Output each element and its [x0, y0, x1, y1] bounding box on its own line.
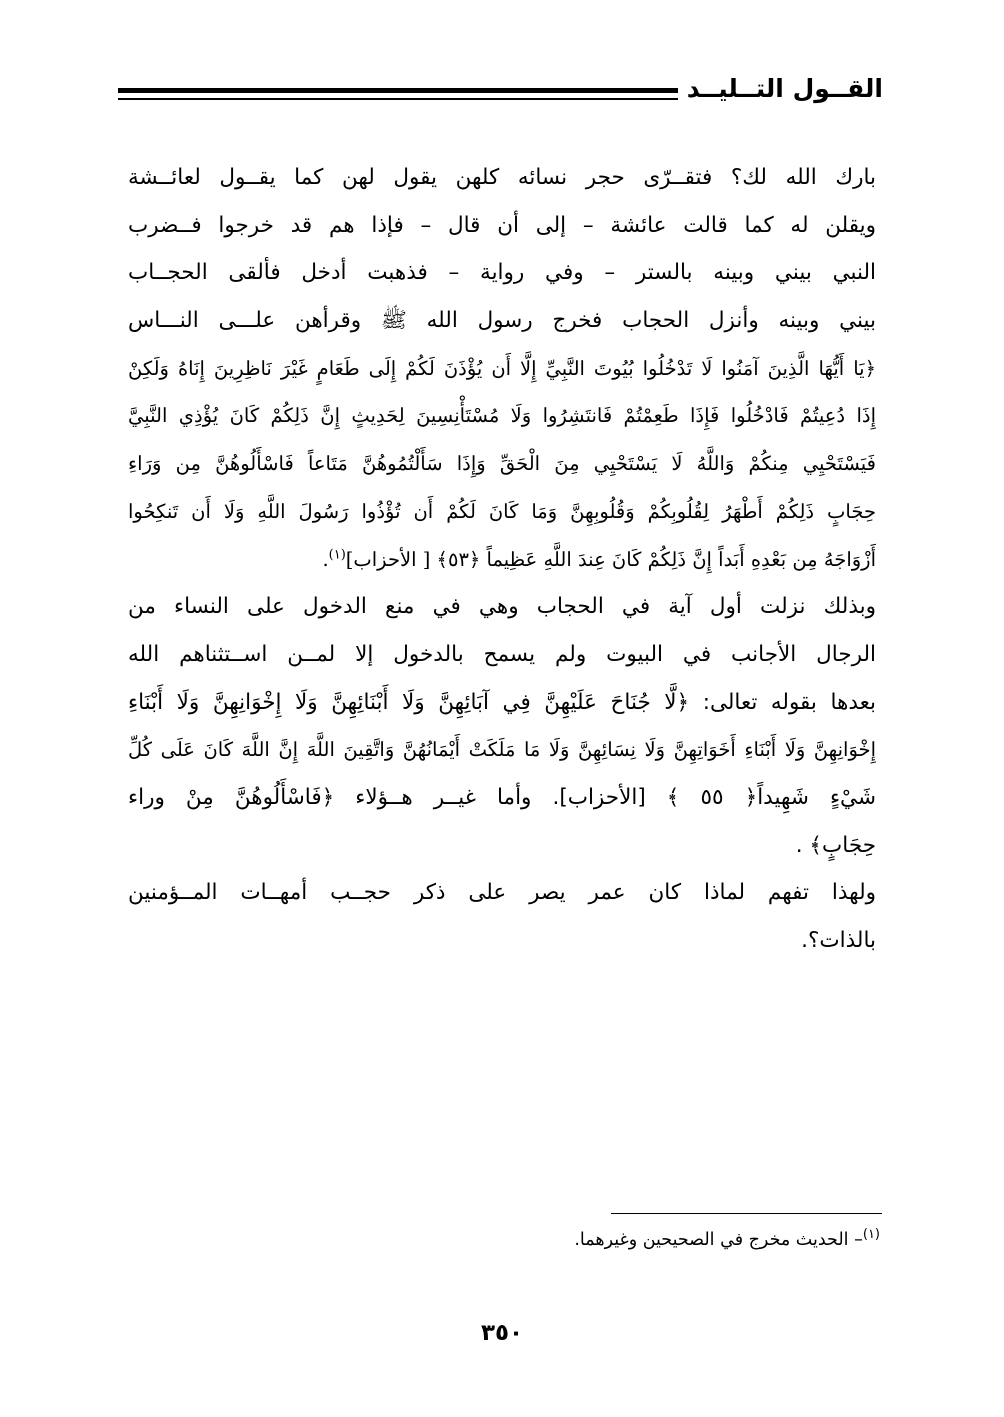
header-rule-thick — [118, 88, 678, 93]
text-line: بارك الله لك؟ فتقــرّى حجر نسائه كلهن يقول لهن كما يقــول لعائــشة — [128, 165, 876, 190]
text-line: بعدها بقوله تعالى: ﴿لَّا جُنَاحَ عَلَيْهِنَّ فِي آبَائِهِنَّ وَلَا أَبْنَائِهِنَّ وَلَا إِخْوَانِهِنَّ وَلَا أَبْنَاءِ — [128, 689, 876, 715]
text-line: وبذلك نزلت أول آية في الحجاب وهي في منع الدخول على النساء من — [128, 594, 876, 620]
text-line: بيني وبينه وأنزل الحجاب فخرج رسول الله ﷺ وقرأهن علـــى النـــاس — [128, 308, 876, 334]
page-number: ٣٥٠ — [480, 1320, 524, 1346]
footnote-marker: (١) — [862, 1227, 880, 1243]
running-header — [118, 74, 883, 114]
quran-verse-line — [128, 536, 876, 584]
sentence-end: . — [322, 547, 329, 571]
header-rule-thin — [118, 98, 678, 100]
quran-verse-text: أَزْوَاجَهُ مِن بَعْدِهِ أَبَداً إِنَّ ذَلِكُمْ كَانَ عِندَ اللَّهِ عَظِيماً ﴿٥٣﴾ [ الأحزاب] — [345, 547, 876, 571]
footnote — [574, 1227, 880, 1250]
text-line: الرجال الأجانب في البيوت ولم يسمح بالدخول إلا لمــن اســتثناهم الله — [128, 641, 876, 667]
text-line: ويقلن له كما قالت عائشة – إلى أن قال – فإذا هم قد خرجوا فــضرب — [128, 212, 876, 238]
quran-verse-line: إِذَا دُعِيتُمْ فَادْخُلُوا فَإِذَا طَعِمْتُمْ فَانتَشِرُوا وَلَا مُسْتَأْنِسِينَ لِحَدِيثٍ إِنَّ ذَلِكُمْ كَانَ يُؤْذِي النَّبِيَّ — [128, 404, 876, 428]
text-line: ولهذا تفهم لماذا كان عمر يصر على ذكر حجــب أمهــات المــؤمنين — [128, 880, 876, 906]
quran-verse-line: حِجَابٍ ذَلِكُمْ أَطْهَرُ لِقُلُوبِكُمْ وَقُلُوبِهِنَّ وَمَا كَانَ لَكُمْ أَن تُؤْذُوا رَسُولَ اللَّهِ وَلَا أَن تَنكِحُوا — [128, 499, 876, 523]
text-line: النبي بيني وبينه بالستر – وفي رواية – فذهبت أدخل فألقى الحجــاب — [128, 260, 876, 286]
footnote-text: – الحديث مخرج في الصحيحين وغيرهما. — [574, 1230, 863, 1250]
quran-verse-line: فَيَسْتَحْيِي مِنكُمْ وَاللَّهُ لَا يَسْتَحْيِي مِنَ الْحَقِّ وَإِذَا سَأَلْتُمُوهُنَّ مَتَاعاً فَاسْأَلُوهُنَّ مِن وَرَاءِ — [128, 452, 876, 476]
footnote-reference: (١) — [328, 547, 346, 562]
text-line: شَيْءٍ شَهِيداً﴿ ٥٥ ﴾ [الأحزاب]. وأما غيــر هــؤلاء ﴿فَاسْأَلُوهُنَّ مِنْ وراء — [128, 784, 876, 810]
quran-verse-line: إِخْوَانِهِنَّ وَلَا أَبْنَاءِ أَخَوَاتِهِنَّ وَلَا نِسَائِهِنَّ وَلَا مَا مَلَكَتْ أَيْمَانُهُنَّ وَاتَّقِينَ اللَّهَ إِنَّ اللَّهَ كَانَ عَلَى كُلِّ — [128, 738, 876, 762]
text-line: حِجَابٍ﴾ . — [795, 832, 876, 858]
running-header-title: القــول التــليــد — [686, 74, 883, 103]
footnote-separator — [611, 1213, 882, 1214]
quran-verse-line: ﴿يَا أَيُّهَا الَّذِينَ آمَنُوا لَا تَدْخُلُوا بُيُوتَ النَّبِيِّ إِلَّا أَن يُؤْذَنَ لَكُمْ إِلَى طَعَامٍ غَيْرَ نَاظِرِينَ إِنَاهُ وَلَكِنْ — [128, 356, 876, 380]
text-line: بالذات؟. — [801, 928, 876, 953]
main-text — [128, 154, 876, 965]
